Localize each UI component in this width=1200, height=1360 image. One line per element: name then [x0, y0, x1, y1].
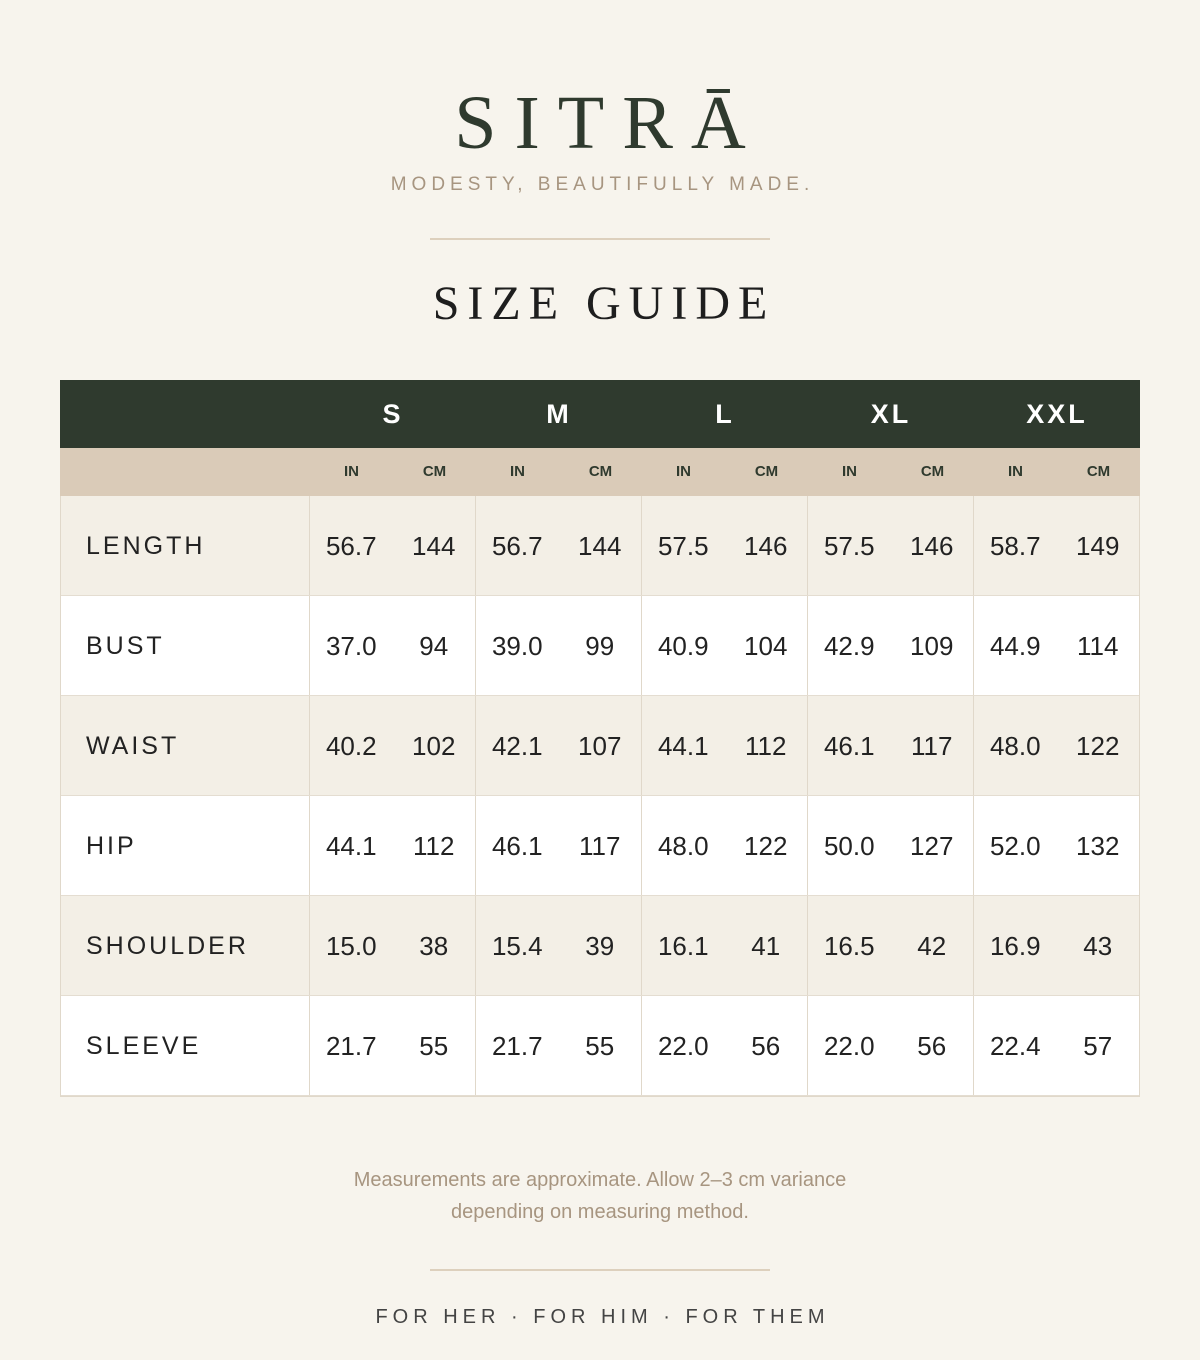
unit-cm: CM [754, 463, 779, 480]
row-label: LENGTH [60, 496, 310, 595]
value-cm: 117 [911, 731, 953, 761]
value-cm: 55 [585, 1031, 615, 1061]
value-cm: 56 [751, 1031, 781, 1061]
size-cell-l [642, 596, 808, 695]
size-cell-xxl [974, 796, 1140, 895]
table-row [60, 596, 1140, 696]
unit-in: IN [1008, 463, 1023, 480]
value-in: 37.0 [325, 631, 377, 661]
measurement-note [0, 1164, 1200, 1228]
value-cm: 107 [578, 731, 622, 761]
value-cm: 146 [910, 531, 954, 561]
unit-corner [60, 448, 310, 496]
unit-cm: CM [422, 463, 447, 480]
size-cell-s [310, 496, 476, 595]
size-cell-l [642, 996, 808, 1095]
header-corner [60, 380, 310, 448]
row-label: BUST [60, 596, 310, 695]
value-cm: 55 [419, 1031, 449, 1061]
value-cm: 102 [412, 731, 456, 761]
value-in: 42.9 [823, 631, 875, 661]
note-line-1: Measurements are approximate. Allow 2–3 cm variance [353, 1169, 847, 1191]
row-label: WAIST [60, 696, 310, 795]
value-in: 40.2 [325, 731, 377, 761]
page-title: SIZE GUIDE [432, 277, 776, 330]
size-cell-l [642, 796, 808, 895]
value-cm: 132 [1076, 831, 1120, 861]
value-in: 21.7 [325, 1031, 377, 1061]
value-in: 58.7 [989, 531, 1041, 561]
size-cell-xl [808, 496, 974, 595]
value-in: 40.9 [657, 631, 709, 661]
unit-header-row [60, 448, 1140, 496]
value-cm: 144 [578, 531, 622, 561]
size-cell-xl [808, 596, 974, 695]
size-header-row [60, 380, 1140, 448]
size-cell-xxl [974, 696, 1140, 795]
value-cm: 94 [419, 631, 449, 661]
size-cell-s [310, 896, 476, 995]
row-label: SHOULDER [60, 896, 310, 995]
row-label: SLEEVE [60, 996, 310, 1095]
value-in: 16.1 [657, 931, 709, 961]
value-cm: 127 [910, 831, 954, 861]
unit-in: IN [510, 463, 525, 480]
unit-group-s [310, 448, 476, 496]
size-cell-s [310, 996, 476, 1095]
unit-cm: CM [920, 463, 945, 480]
unit-cm: CM [1086, 463, 1111, 480]
unit-group-xxl [974, 448, 1140, 496]
value-in: 57.5 [823, 531, 875, 561]
size-header-l: L [715, 398, 735, 429]
value-in: 56.7 [325, 531, 377, 561]
value-cm: 38 [419, 931, 449, 961]
size-cell-l [642, 496, 808, 595]
top-divider [430, 238, 770, 240]
unit-group-m [476, 448, 642, 496]
value-in: 44.9 [989, 631, 1041, 661]
size-cell-l [642, 696, 808, 795]
value-cm: 149 [1076, 531, 1120, 561]
size-header-m: M [546, 398, 572, 429]
value-in: 39.0 [491, 631, 543, 661]
value-cm: 117 [579, 831, 621, 861]
size-cell-xl [808, 996, 974, 1095]
size-cell-xxl [974, 896, 1140, 995]
bottom-divider [430, 1269, 770, 1271]
table-row [60, 796, 1140, 896]
value-in: 50.0 [823, 831, 875, 861]
value-cm: 41 [751, 931, 781, 961]
size-header-s: S [382, 398, 404, 429]
table-row [60, 896, 1140, 996]
size-table [60, 380, 1140, 1096]
value-cm: 144 [412, 531, 456, 561]
value-cm: 56 [917, 1031, 947, 1061]
size-cell-xxl [974, 496, 1140, 595]
value-cm: 112 [745, 731, 787, 761]
size-cell-s [310, 596, 476, 695]
value-in: 44.1 [657, 731, 709, 761]
value-in: 48.0 [657, 831, 709, 861]
value-in: 57.5 [657, 531, 709, 561]
value-cm: 104 [744, 631, 788, 661]
value-in: 42.1 [491, 731, 543, 761]
value-cm: 109 [910, 631, 954, 661]
size-cell-xl [808, 796, 974, 895]
unit-group-xl [808, 448, 974, 496]
size-header-xl: XL [870, 398, 912, 429]
size-cell-s [310, 696, 476, 795]
unit-group-l [642, 448, 808, 496]
size-cell-l [642, 896, 808, 995]
value-cm: 122 [744, 831, 788, 861]
value-in: 44.1 [325, 831, 377, 861]
brand-logo: SITRĀ [454, 81, 764, 165]
table-body [60, 496, 1140, 1096]
table-row [60, 996, 1140, 1096]
value-in: 52.0 [989, 831, 1041, 861]
value-in: 22.0 [657, 1031, 709, 1061]
unit-in: IN [344, 463, 359, 480]
table-row [60, 496, 1140, 596]
size-cell-m [476, 696, 642, 795]
size-cell-xl [808, 696, 974, 795]
unit-cm: CM [588, 463, 613, 480]
value-in: 21.7 [491, 1031, 543, 1061]
value-cm: 57 [1083, 1031, 1113, 1061]
size-cell-m [476, 896, 642, 995]
value-cm: 122 [1076, 731, 1120, 761]
value-cm: 39 [585, 931, 615, 961]
value-cm: 99 [585, 631, 615, 661]
value-in: 16.5 [823, 931, 875, 961]
value-in: 15.0 [325, 931, 377, 961]
value-in: 56.7 [491, 531, 543, 561]
note-line-2: depending on measuring method. [451, 1201, 749, 1223]
size-cell-m [476, 496, 642, 595]
size-cell-m [476, 796, 642, 895]
value-cm: 42 [917, 931, 947, 961]
row-label: HIP [60, 796, 310, 895]
size-cell-xxl [974, 596, 1140, 695]
size-header-xxl: XXL [1026, 398, 1088, 429]
footer-categories: FOR HER · FOR HIM · FOR THEM [375, 1306, 830, 1328]
size-cell-s [310, 796, 476, 895]
value-in: 46.1 [491, 831, 543, 861]
value-in: 22.4 [989, 1031, 1041, 1061]
size-cell-xl [808, 896, 974, 995]
value-in: 15.4 [491, 931, 543, 961]
size-cell-xxl [974, 996, 1140, 1095]
value-in: 16.9 [989, 931, 1041, 961]
value-in: 22.0 [823, 1031, 875, 1061]
table-row [60, 696, 1140, 796]
value-in: 48.0 [989, 731, 1041, 761]
value-cm: 146 [744, 531, 788, 561]
brand-tagline: MODESTY, BEAUTIFULLY MADE. [390, 174, 815, 195]
value-cm: 112 [413, 831, 455, 861]
size-cell-m [476, 596, 642, 695]
unit-in: IN [676, 463, 691, 480]
value-cm: 114 [1077, 631, 1119, 661]
size-cell-m [476, 996, 642, 1095]
value-cm: 43 [1083, 931, 1113, 961]
unit-in: IN [842, 463, 857, 480]
value-in: 46.1 [823, 731, 875, 761]
